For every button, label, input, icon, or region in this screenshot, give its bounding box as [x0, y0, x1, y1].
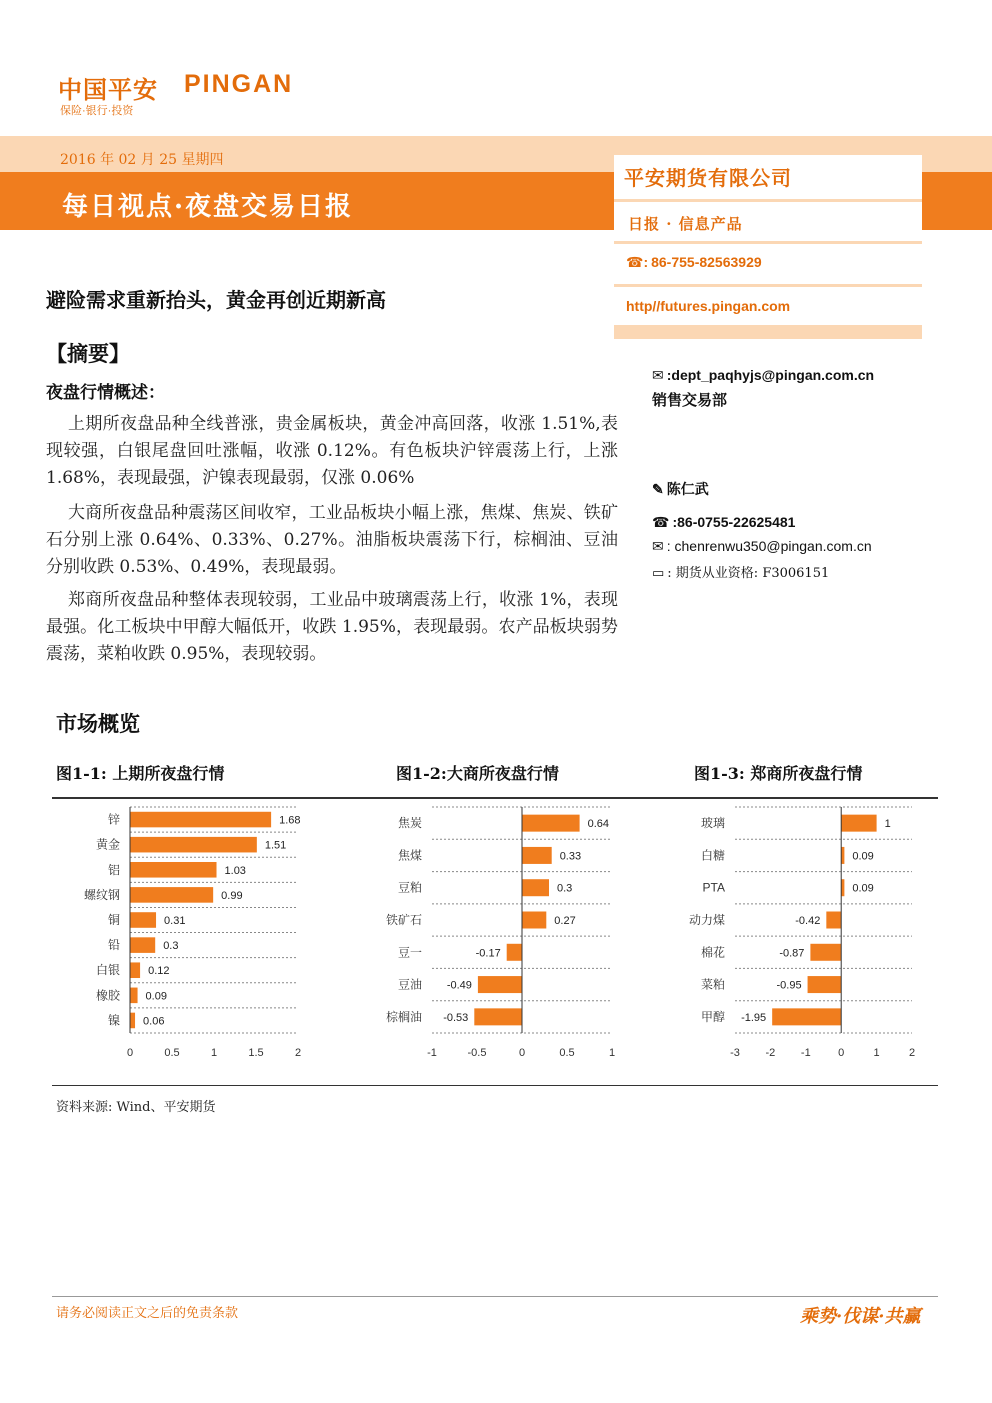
data-label: 0.09 — [852, 850, 874, 863]
tick-label: -2 — [765, 1047, 776, 1059]
bar — [130, 812, 271, 828]
tick-label: -1 — [427, 1047, 437, 1059]
data-label: -0.42 — [795, 915, 821, 927]
category-label: 螺纹钢 — [83, 887, 120, 902]
bar — [522, 879, 549, 896]
logo-english: PINGAN — [184, 70, 294, 98]
bar — [522, 912, 546, 929]
category-label: 豆油 — [397, 977, 422, 992]
bar — [130, 912, 156, 928]
category-label: 棉花 — [700, 945, 725, 960]
tick-label: 0.5 — [559, 1047, 575, 1059]
source-note: 资料来源: Wind、平安期货 — [56, 1100, 216, 1115]
dept-email-text: :dept_paqhyjs@pingan.com.cn — [666, 367, 875, 383]
category-label: 棕榈油 — [385, 1009, 422, 1024]
mail-icon: ✉ — [652, 538, 664, 554]
chart-title: 图1-2:大商所夜盘行情 — [396, 764, 559, 783]
analyst-phone-text: :86-0755-22625481 — [672, 514, 796, 530]
bar — [772, 1008, 841, 1025]
tick-label: 0 — [838, 1047, 845, 1059]
tick-label: 2 — [294, 1047, 302, 1059]
bar — [130, 988, 138, 1004]
category-label: 黄金 — [95, 837, 120, 852]
bar — [810, 944, 841, 961]
report-date: 2016 年 02 月 25 星期四 — [60, 152, 224, 168]
tick-label: 0.5 — [164, 1047, 180, 1059]
footer-slogan: 乘势·伐谋·共赢 — [800, 1306, 921, 1327]
phone-icon: ☎: — [626, 254, 649, 270]
chart-title: 图1-3: 郑商所夜盘行情 — [694, 764, 863, 783]
data-label: -0.49 — [446, 979, 472, 992]
bar-chart-shfe — [60, 805, 330, 1065]
tick-label: 0 — [126, 1047, 134, 1059]
bar — [130, 937, 155, 953]
category-label: 焦炭 — [397, 816, 422, 831]
report-type: 日报 · 信息产品 — [628, 215, 743, 233]
data-label: 0.09 — [852, 882, 874, 895]
category-label: 菜粕 — [700, 977, 725, 992]
footer-rule — [52, 1296, 938, 1297]
logo-tagline: 保险·银行·投资 — [60, 105, 134, 117]
summary-paragraph: 郑商所夜盘品种整体表现较弱，工业品中玻璃震荡上行，收涨 1%，表现最强。化工板块中甲醇大幅低开，收跌 1.95%，表现最弱。农产品板块弱势震荡，菜粕收跌 0.95%，表现较弱。 — [46, 590, 618, 664]
company-phone-number: 86-755-82563929 — [651, 254, 762, 270]
tick-label: 1.5 — [248, 1047, 264, 1059]
bar — [522, 847, 552, 864]
category-label: PTA — [702, 880, 725, 895]
data-label: 0.31 — [164, 915, 186, 927]
data-label: 0.06 — [143, 1015, 165, 1028]
data-label: 1.03 — [224, 864, 246, 877]
bar — [522, 815, 580, 832]
category-label: 焦煤 — [397, 848, 422, 863]
bar — [826, 912, 841, 929]
bar-chart-dce — [360, 805, 640, 1065]
company-name: 平安期货有限公司 — [624, 166, 792, 190]
tick-label: 1 — [873, 1047, 880, 1059]
bar — [130, 887, 213, 903]
company-url[interactable]: http//futures.pingan.com — [626, 298, 791, 314]
data-label: -0.87 — [779, 947, 805, 960]
divider — [614, 284, 922, 287]
tick-label: -0.5 — [467, 1047, 487, 1059]
category-label: 白银 — [95, 963, 120, 978]
market-heading: 市场概览 — [56, 711, 140, 736]
chart-top-rule — [52, 797, 938, 799]
bar — [130, 862, 217, 878]
category-label: 豆一 — [397, 945, 422, 960]
data-label: 0.09 — [145, 990, 167, 1003]
tick-label: -1 — [800, 1047, 811, 1059]
divider — [614, 199, 922, 202]
data-label: 1 — [884, 818, 891, 831]
analyst-license-text: : 期货从业资格: F3006151 — [667, 566, 830, 581]
category-label: 白糖 — [700, 848, 725, 863]
category-label: 铝 — [107, 862, 120, 877]
data-label: 0.3 — [557, 882, 573, 895]
company-phone — [626, 254, 762, 271]
category-label: 豆粕 — [397, 880, 422, 895]
chart-title: 图1-1: 上期所夜盘行情 — [56, 764, 225, 783]
data-label: 0.3 — [163, 940, 179, 953]
info-box-band — [614, 325, 922, 339]
bar — [478, 976, 522, 993]
category-label: 镍 — [107, 1013, 120, 1028]
summary-paragraph: 上期所夜盘品种全线普涨，贵金属板块，黄金冲高回落，收涨 1.51%,表现较强，白银尾盘回吐涨幅，收涨 0.12%。有色板块沪锌震荡上行，上涨 1.68%，表现最强，沪镍表现最弱，仅涨 0.06% — [46, 414, 618, 488]
dept-name: 销售交易部 — [652, 391, 728, 409]
data-label: -1.95 — [741, 1011, 767, 1024]
summary-paragraph: 大商所夜盘品种震荡区间收窄，工业品板块小幅上涨，焦煤、焦炭、铁矿石分别上涨 0.64%、0.33%、0.27%。油脂板块震荡下行，棕榈油、豆油分别收跌 0.53%、0.49%，表现最弱。 — [46, 503, 618, 577]
data-label: 1.51 — [264, 839, 287, 852]
bar — [130, 1013, 135, 1029]
phone-icon: ☎ — [652, 514, 670, 530]
analyst-email-text: : chenrenwu350@pingan.com.cn — [666, 538, 872, 554]
analyst-phone — [652, 514, 795, 531]
data-label: 0.27 — [554, 915, 576, 927]
dept-email[interactable] — [652, 367, 874, 384]
chart-bottom-rule — [52, 1085, 938, 1086]
bar — [130, 837, 257, 853]
tick-label: -3 — [730, 1047, 740, 1059]
report-title: 每日视点·夜盘交易日报 — [62, 192, 354, 222]
category-label: 橡胶 — [95, 988, 120, 1003]
category-label: 铅 — [107, 938, 120, 953]
bar-chart-czce — [660, 805, 930, 1065]
category-label: 铜 — [107, 913, 120, 927]
data-label: -0.17 — [475, 947, 501, 960]
data-label: 0.12 — [148, 965, 170, 978]
analyst-name-text: 陈仁武 — [666, 482, 709, 498]
bar — [841, 815, 876, 832]
category-label: 甲醇 — [700, 1009, 725, 1024]
summary-heading: 【摘要】 — [46, 341, 130, 366]
tick-label: 1 — [210, 1047, 218, 1059]
data-label: 0.99 — [221, 889, 243, 902]
pen-icon: ✎ — [652, 482, 664, 498]
analyst-name — [652, 479, 709, 499]
analyst-license — [652, 562, 829, 581]
data-label: -0.53 — [443, 1011, 469, 1024]
headline: 避险需求重新抬头，黄金再创近期新高 — [46, 288, 386, 312]
divider — [614, 241, 922, 244]
book-icon: ▭ — [652, 566, 665, 581]
bar — [130, 962, 140, 978]
footer-disclaimer[interactable]: 请务必阅读正文之后的免责条款 — [56, 1306, 239, 1321]
tick-label: 1 — [608, 1047, 616, 1059]
category-label: 玻璃 — [700, 816, 725, 831]
data-label: 0.33 — [559, 850, 582, 863]
category-label: 动力煤 — [688, 913, 725, 927]
bar — [474, 1008, 522, 1025]
category-label: 铁矿石 — [385, 913, 422, 927]
data-label: -0.95 — [776, 979, 802, 992]
analyst-email[interactable] — [652, 538, 872, 555]
header-band-dark-right — [922, 172, 992, 230]
tick-label: 0 — [518, 1047, 526, 1059]
bar — [808, 976, 842, 993]
mail-icon: ✉ — [652, 367, 664, 383]
tick-label: 2 — [908, 1047, 916, 1059]
data-label: 1.68 — [279, 814, 301, 827]
bar — [507, 944, 522, 961]
data-label: 0.64 — [587, 818, 610, 831]
category-label: 锌 — [107, 812, 120, 827]
logo-chinese: 中国平安 — [58, 77, 158, 104]
subsection-heading: 夜盘行情概述： — [46, 383, 165, 403]
